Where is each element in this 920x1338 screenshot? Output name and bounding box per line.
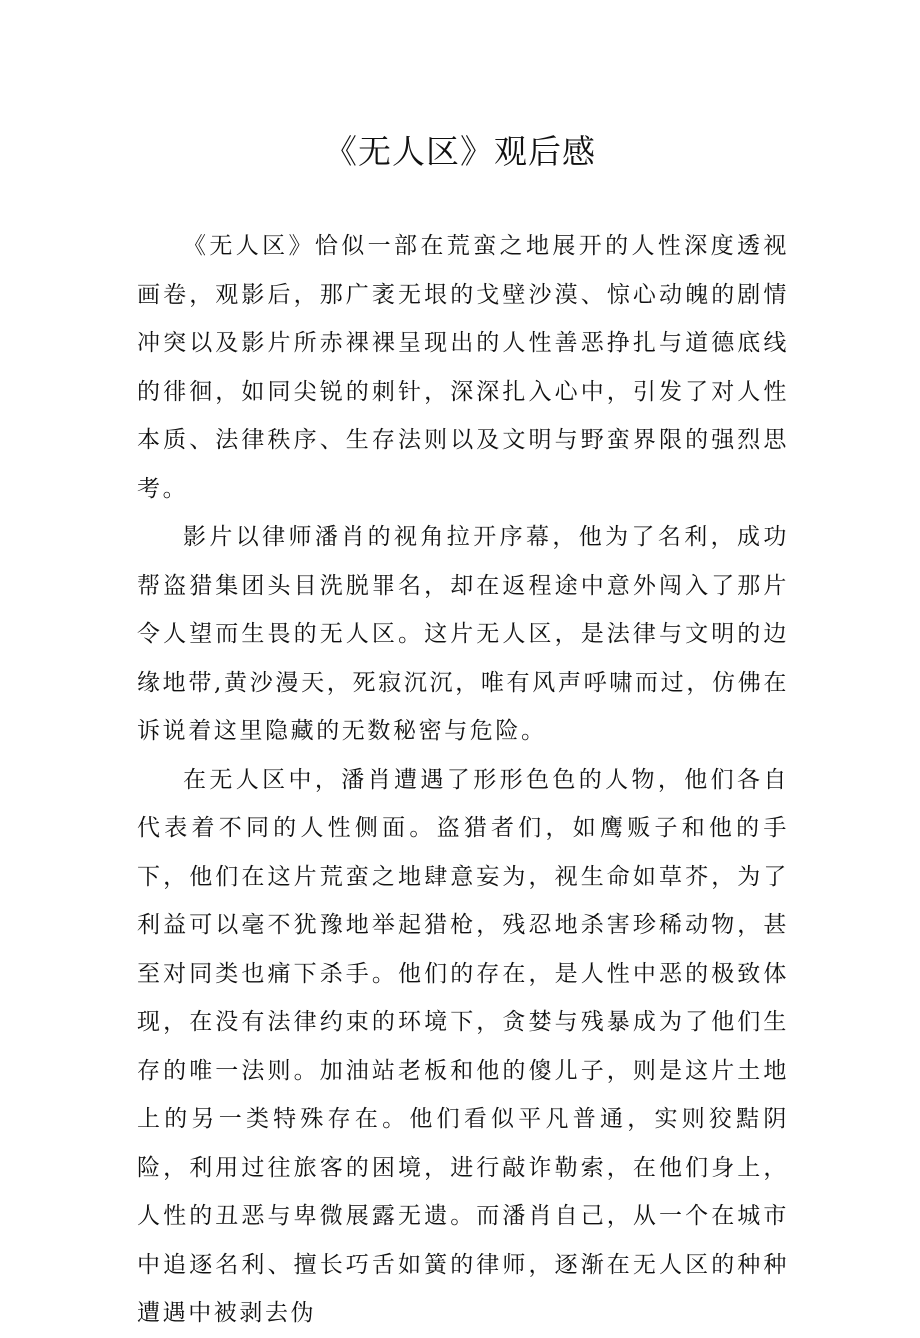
paragraph-2: 影片以律师潘肖的视角拉开序幕，他为了名利，成功帮盗猎集团头目洗脱罪名，却在返程途中意外闯入了那片令人望而生畏的无人区。这片无人区，是法律与文明的边缘地带,黄沙漫天，死寂沉沉，唯有风声呼啸而过，仿佛在诉说着这里隐藏的无数秘密与危险。 (137, 524, 789, 744)
paragraph-3: 在无人区中，潘肖遭遇了形形色色的人物，他们各自代表着不同的人性侧面。盗猎者们，如鹰贩子和他的手下，他们在这片荒蛮之地肆意妄为，视生命如草芥，为了利益可以毫不犹豫地举起猎枪，残忍地杀害珍稀动物，甚至对同类也痛下杀手。他们的存在，是人性中恶的极致体现，在没有法律约束的环境下，贪婪与残暴成为了他们生存的唯一法则。加油站老板和他的傻儿子，则是这片土地上的另一类特殊存在。他们看似平凡普通，实则狡黠阴险，利用过往旅客的困境，进行敲诈勒索，在他们身上，人性的丑恶与卑微展露无遗。而潘肖自己，从一个在城市中追逐名利、擅长巧舌如簧的律师，逐渐在无人区的种种遭遇中被剥去伪 (137, 766, 789, 1326)
document-body (137, 222, 789, 1338)
document-title: 《无人区》观后感 (324, 132, 596, 171)
paragraph-1: 《无人区》恰似一部在荒蛮之地展开的人性深度透视画卷，观影后，那广袤无垠的戈壁沙漠、惊心动魄的剧情冲突以及影片所赤裸裸呈现出的人性善恶挣扎与道德底线的徘徊，如同尖锐的刺针，深深扎入心中，引发了对人性本质、法律秩序、生存法则以及文明与野蛮界限的强烈思考。 (137, 233, 789, 502)
